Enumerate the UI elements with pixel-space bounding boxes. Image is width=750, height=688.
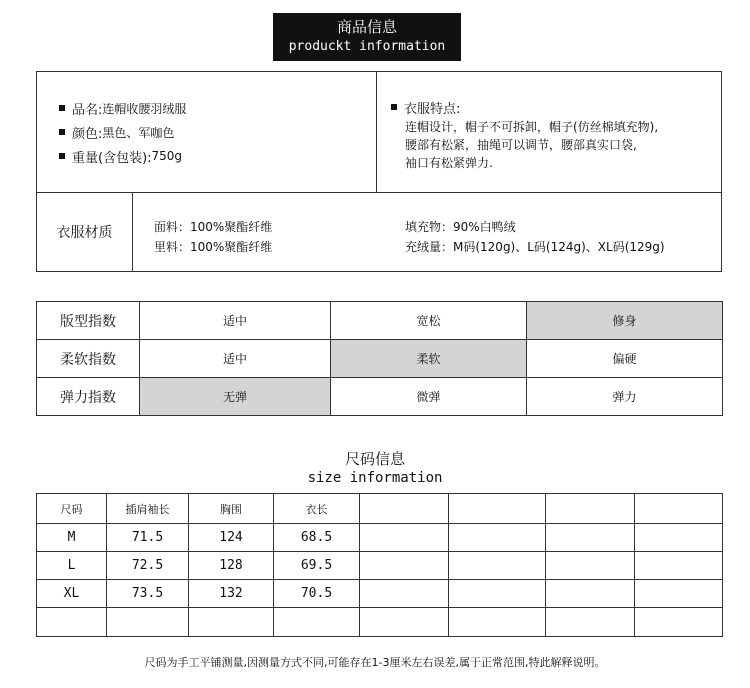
empty-cell [360,494,449,524]
material-label: 衣服材质 [56,225,113,241]
size-title-en: size information [307,470,443,486]
empty-cell [546,524,635,552]
empty-cell [635,494,723,524]
empty-cell [546,552,635,580]
empty-cell [546,494,635,524]
index-label: 弹力指数 [37,378,140,416]
empty-cell [449,608,546,637]
column-header: 胸围 [189,494,274,524]
field-value: 黑色、军咖色 [102,125,175,140]
empty-cell [360,524,449,552]
size-cell: 71.5 [107,524,189,552]
fit-index-row [37,302,723,340]
size-cell: 124 [189,524,274,552]
size-table-header [37,494,723,524]
material-line: 充绒量：M码(120g)、L码(124g)、XL码(129g) [405,240,665,254]
field-value: 连帽收腰羽绒服 [102,101,187,116]
features-title: 衣服特点: [404,101,461,117]
empty-cell [546,580,635,608]
empty-cell [546,608,635,637]
index-option: 弹力 [527,378,723,416]
section-title-size-info [0,451,750,487]
features-line: 连帽设计，帽子不可拆卸，帽子(仿丝棉填充物), [405,120,659,134]
bullet-icon [391,104,397,110]
softness-index-row [37,340,723,378]
index-option: 宽松 [331,302,527,340]
field-value: 750g [151,149,183,163]
size-table [36,493,723,637]
features-line: 腰部有松紧，抽绳可以调节，腰部真实口袋, [405,138,637,152]
measurement-note: 尺码为手工平铺测量,因测量方式不同,可能存在1-3厘米左右误差,属于正常范围,特此解释说明。 [144,656,606,669]
empty-cell [274,608,360,637]
size-cell: 73.5 [107,580,189,608]
size-cell: 69.5 [274,552,360,580]
empty-cell [360,608,449,637]
size-cell: 68.5 [274,524,360,552]
material-row [37,193,721,271]
empty-cell [449,494,546,524]
bullet-icon [59,105,65,111]
bullet-icon [59,153,65,159]
index-option: 柔软 [331,340,527,378]
index-option: 偏硬 [527,340,723,378]
empty-cell [449,580,546,608]
product-weight-row [59,144,186,168]
table-row [37,552,723,580]
index-option: 微弹 [331,378,527,416]
fit-index-table [36,301,723,416]
section-title-product-info [273,13,461,61]
column-header: 衣长 [274,494,360,524]
bullet-icon [59,129,65,135]
product-color-row [59,120,186,144]
empty-cell [635,580,723,608]
size-cell: M [37,524,107,552]
title-en: produckt information [288,39,446,54]
empty-cell [107,608,189,637]
material-filling [405,217,665,257]
column-header: 尺码 [37,494,107,524]
empty-cell [635,524,723,552]
title-cn: 商品信息 [336,18,397,36]
empty-cell [360,552,449,580]
field-label: 颜色: [72,126,103,142]
table-row [37,524,723,552]
product-basic-list [59,96,186,168]
material-line: 里料：100%聚酯纤维 [154,240,273,254]
index-option: 无弹 [140,378,331,416]
table-row [37,580,723,608]
field-label: 重量(含包装): [72,150,152,166]
features-line: 袖口有松紧弹力. [405,156,493,170]
empty-cell [449,524,546,552]
empty-cell [635,608,723,637]
elasticity-index-row [37,378,723,416]
empty-cell [635,552,723,580]
field-label: 品名: [72,102,103,118]
index-label: 柔软指数 [37,340,140,378]
size-cell: L [37,552,107,580]
index-option: 修身 [527,302,723,340]
table-row-empty [37,608,723,637]
index-option: 适中 [140,340,331,378]
material-fabric [154,217,272,257]
divider [376,72,377,193]
product-name-row [59,96,186,120]
empty-cell [37,608,107,637]
empty-cell [449,552,546,580]
size-cell: 128 [189,552,274,580]
index-option: 适中 [140,302,331,340]
empty-cell [189,608,274,637]
product-features [391,96,658,172]
size-title-cn: 尺码信息 [344,450,405,468]
material-line: 填充物：90%白鸭绒 [405,220,516,234]
features-text [405,118,658,172]
size-cell: 72.5 [107,552,189,580]
index-label: 版型指数 [37,302,140,340]
material-line: 面料：100%聚酯纤维 [154,220,273,234]
column-header: 插肩袖长 [107,494,189,524]
product-info-top [37,72,721,193]
divider [132,193,133,271]
empty-cell [360,580,449,608]
size-cell: 132 [189,580,274,608]
size-cell: 70.5 [274,580,360,608]
size-cell: XL [37,580,107,608]
product-info-box [36,71,722,272]
features-heading [391,96,658,118]
